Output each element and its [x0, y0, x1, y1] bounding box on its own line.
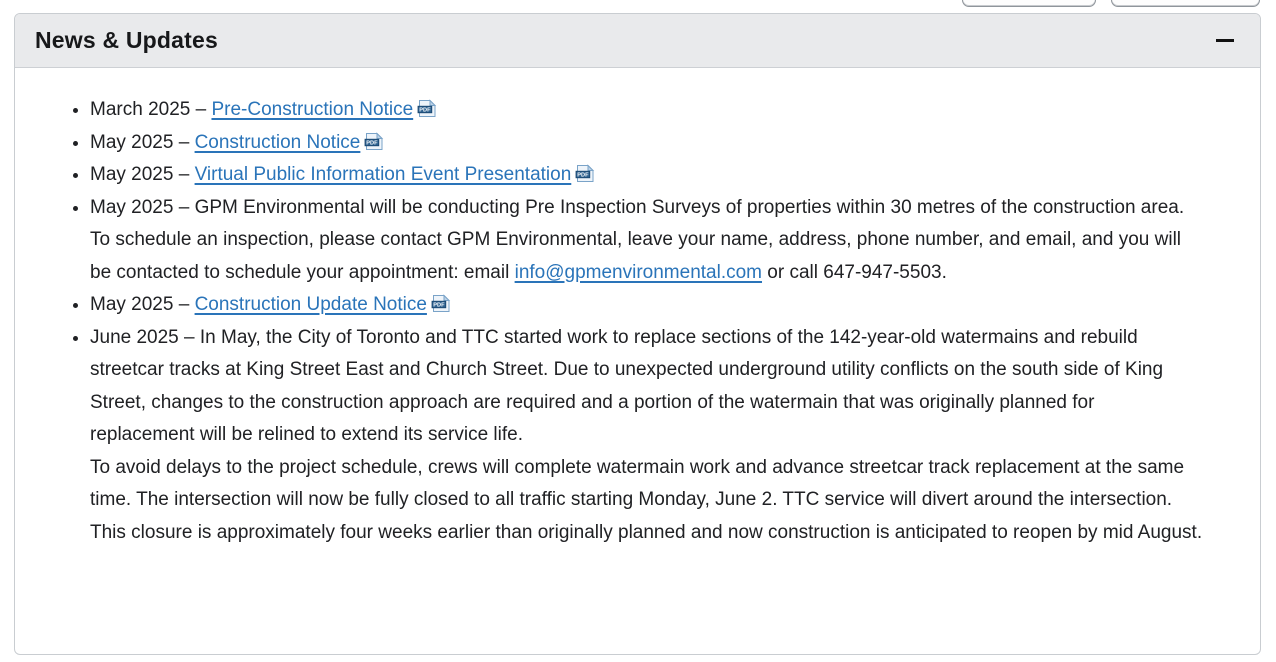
minus-icon: [1216, 39, 1234, 42]
pre-construction-notice-link[interactable]: Pre-Construction Notice: [211, 99, 414, 120]
construction-update-notice-link[interactable]: Construction Update Notice: [194, 294, 427, 315]
svg-text:PDF: PDF: [419, 107, 431, 114]
item-body-text: May 2025 – GPM Environmental will be conducting Pre Inspection Surveys of properties within 30 metres of the construction area. To schedule an inspection, please contact GPM Environmental, leave your name, address, phone number, and email, and you will be contacted to schedule your appointment: email: [90, 196, 1185, 283]
top-button-fragment-left[interactable]: [962, 0, 1096, 7]
news-item-construction-update: [90, 289, 1204, 322]
virtual-event-presentation-link[interactable]: Virtual Public Information Event Presentation: [194, 164, 572, 185]
item-date-text: May 2025 –: [90, 131, 195, 153]
svg-text:PDF: PDF: [577, 172, 589, 179]
news-item-construction-notice: [90, 127, 1204, 160]
item-date-text: May 2025 –: [90, 294, 195, 315]
item-date-text: May 2025 –: [90, 164, 195, 185]
item-date-text: March 2025 –: [90, 99, 212, 120]
svg-text:PDF: PDF: [366, 139, 378, 146]
pdf-file-icon[interactable]: [575, 164, 595, 183]
news-item-june-closure: [90, 322, 1204, 550]
news-item-gpm-surveys: [90, 192, 1204, 290]
item-body-text: To avoid delays to the project schedule, crews will complete watermain work and advance streetcar track replacement at the same time. The intersection will now be fully closed to all traffic starting Monday, June 2. TTC service will divert around the intersection. This closure is approximately four weeks earlier than originally planned and now construction is anticipated to reopen by mid August.: [90, 456, 1203, 543]
pdf-file-icon[interactable]: [364, 132, 384, 151]
panel-header[interactable]: [15, 14, 1260, 68]
panel-title: News & Updates: [35, 27, 219, 53]
item-body-text: June 2025 – In May, the City of Toronto and TTC started work to replace sections of the 142-year-old watermains and rebuild streetcar tracks at King Street East and Church Street. Due to unexpected underground utility conflicts on the south side of King Street, changes to the construction approach are required and a portion of the watermain that was originally planned for replacement will be relined to extend its service life.: [90, 326, 1164, 445]
item-body-text: or call 647-947-5503.: [762, 261, 947, 283]
top-button-fragment-right[interactable]: [1111, 0, 1260, 7]
panel-body: [15, 68, 1260, 585]
gpm-email-link[interactable]: info@gpmenvironmental.com: [514, 261, 763, 283]
pdf-file-icon[interactable]: [431, 294, 451, 313]
collapse-button[interactable]: [1212, 28, 1238, 54]
construction-notice-link[interactable]: Construction Notice: [194, 131, 361, 153]
news-item-pre-construction: [90, 94, 1204, 127]
news-list: [15, 94, 1204, 549]
pdf-file-icon[interactable]: [417, 99, 437, 118]
news-item-virtual-event: [90, 159, 1204, 192]
svg-text:PDF: PDF: [433, 302, 445, 309]
news-panel: [14, 13, 1261, 655]
